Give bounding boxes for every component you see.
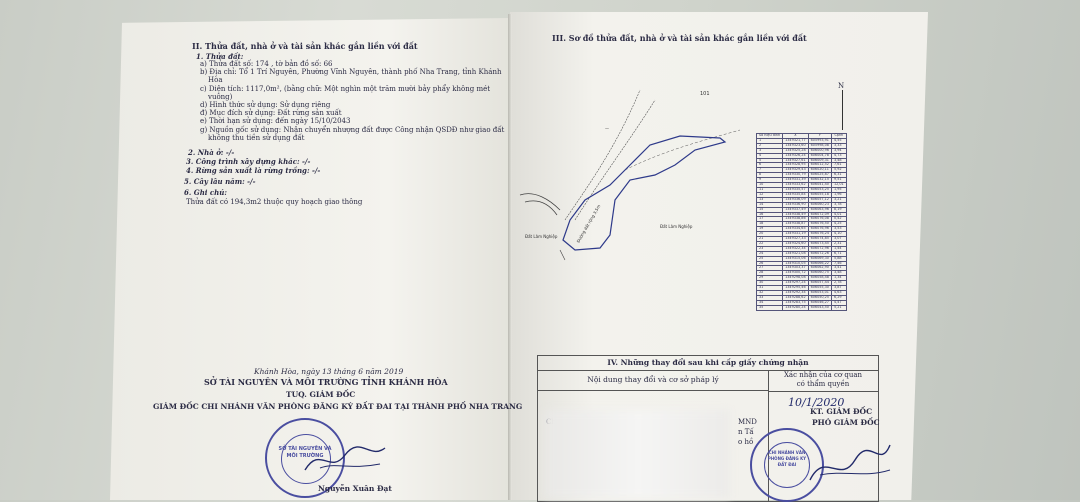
coordinate-cell: 4,01 [831, 212, 846, 217]
coordinate-cell: 606004,78 [808, 153, 831, 158]
coordinate-header-cell: Y [808, 134, 831, 139]
coordinate-header-cell: Cạnh [831, 134, 846, 139]
coordinate-cell: 7 [757, 168, 783, 173]
construction-line: 3. Công trình xây dựng khác: -/- [186, 157, 311, 166]
road-label: Đường đất rộng 3,5m [575, 203, 602, 244]
coordinate-cell: 3,33 [831, 143, 846, 148]
coordinate-cell: 606041,40 [808, 183, 831, 188]
coordinate-cell: 29 [757, 276, 783, 281]
signature-right [805, 440, 895, 490]
origin-cont: không thu tiền sử dụng đất [208, 134, 305, 142]
signature-left [300, 440, 390, 480]
land-label-1: Đất Lâm Nghiệp [525, 234, 558, 239]
coordinate-cell: 9 [757, 178, 783, 183]
tuq-title: TUQ. GIÁM ĐỐC [286, 390, 356, 399]
coordinate-cell: 4 [757, 153, 783, 158]
coordinate-cell: 1,44 [831, 246, 846, 251]
issue-date: Khánh Hòa, ngày 13 tháng 6 năm 2019 [254, 367, 404, 376]
coordinate-cell: 1349288,62 [783, 295, 809, 300]
coordinate-table [756, 133, 847, 311]
coordinate-cell: 1349333,62 [783, 183, 809, 188]
address-cont: Hòa [208, 76, 223, 84]
coordinate-cell: 1349338,87 [783, 222, 809, 227]
department-name: SỞ TÀI NGUYÊN VÀ MÔI TRƯỜNG TỈNH KHÁNH HÒA [204, 377, 448, 387]
coordinate-cell: 15 [757, 207, 783, 212]
coordinate-cell: 10 [757, 183, 783, 188]
coordinate-cell: 1349331,19 [783, 232, 809, 237]
coordinate-cell: 6 [757, 163, 783, 168]
coordinate-cell: 606057,12 [808, 197, 831, 202]
plot-number-line: a) Thửa đất số: 174 , tờ bản đồ số: 66 [200, 60, 333, 68]
coordinate-cell: 7,61 [831, 163, 846, 168]
coordinate-cell: 6,29 [831, 295, 846, 300]
coordinate-cell: 1349303,37 [783, 266, 809, 271]
coordinate-cell: 1349295,46 [783, 286, 809, 291]
coordinate-cell: 1349335,57 [783, 187, 809, 192]
area-cont: vuông) [208, 93, 233, 101]
coordinate-cell: 1349336,90 [783, 202, 809, 207]
coordinate-cell: 606055,18 [808, 192, 831, 197]
coordinate-cell: 606076,96 [808, 227, 831, 232]
coordinate-cell: 606057,44 [808, 281, 831, 286]
coordinate-cell: 12 [757, 192, 783, 197]
address-line: b) Địa chỉ: Tổ 1 Trí Nguyên, Phường Vĩnh Nguyên, thành phố Nha Trang, tỉnh Khánh [200, 68, 502, 76]
seal2-text: CHI NHÁNH VĂN PHÒNG ĐĂNG KÝ ĐẤT ĐAI [767, 450, 807, 467]
coordinate-header-cell: Số hiệu đỉnh [757, 134, 783, 139]
coordinate-cell: 3,87 [831, 286, 846, 291]
coordinate-cell: 3,07 [831, 237, 846, 242]
coordinate-cell: 606012,52 [808, 163, 831, 168]
coordinate-cell: 1349329,43 [783, 168, 809, 173]
coordinate-cell: 1,96 [831, 192, 846, 197]
coordinate-cell: 1349298,08 [783, 276, 809, 281]
coordinate-cell: 606043,50 [808, 305, 831, 310]
coordinate-cell: 606076,08 [808, 217, 831, 222]
coordinate-cell: 606073,45 [808, 241, 831, 246]
changes-col-content: Nội dung thay đổi và cơ sở pháp lý [538, 370, 769, 391]
coordinate-cell: 606058,48 [808, 276, 831, 281]
coordinate-cell: 1349323,60 [783, 143, 809, 148]
use-term: e) Thời hạn sử dụng: đến ngày 15/10/2043 [200, 117, 351, 125]
coordinate-cell: 3,53 [831, 227, 846, 232]
notes-text: Thửa đất có 194,3m2 thuộc quy hoạch giao thông [186, 198, 363, 206]
coordinate-cell: 606066,22 [808, 261, 831, 266]
coordinate-cell: 5,88 [831, 256, 846, 261]
coordinate-cell: 606032,15 [808, 178, 831, 183]
use-form: d) Hình thức sử dụng: Sử dụng riêng [200, 101, 331, 109]
coordinate-cell: 31 [757, 286, 783, 291]
changes-fragment-4: o hồ [738, 438, 754, 446]
coordinate-cell: 30 [757, 281, 783, 286]
origin-line: g) Nguồn gốc sử dụng: Nhận chuyển nhượng đất được Công nhận QSDĐ như giao đất [200, 126, 505, 134]
north-label: N [838, 82, 845, 90]
coordinate-cell: 1349300,72 [783, 271, 809, 276]
coordinate-cell: 1349327,33 [783, 237, 809, 242]
coordinate-cell: 3,41 [831, 266, 846, 271]
coordinate-cell: 606072,96 [808, 246, 831, 251]
coordinate-cell: 606020,11 [808, 168, 831, 173]
area-line: c) Diện tích: 1117,0m², (bằng chữ: Một nghìn một trăm mười bảy phẩy không mét [200, 85, 491, 93]
coordinate-cell: 606000,96 [808, 148, 831, 153]
changes-fragment-3: n Tấ [738, 428, 754, 436]
coordinate-cell: 12,01 [831, 183, 846, 188]
coordinate-cell: 3,48 [831, 271, 846, 276]
coordinate-cell: 32 [757, 291, 783, 296]
coordinate-cell: 1349326,24 [783, 153, 809, 158]
plot-number-label: 101 [700, 91, 710, 97]
signer-name: Nguyễn Xuân Đạt [318, 484, 392, 493]
coordinate-cell: 606062,90 [808, 266, 831, 271]
coordinate-cell: 606063,96 [808, 207, 831, 212]
land-label-2: Đất Lâm Nghiệp [660, 224, 693, 229]
coordinate-cell: 34 [757, 300, 783, 305]
coordinate-header-cell: X [783, 134, 809, 139]
coordinate-cell: 606046,27 [808, 300, 831, 305]
coordinate-cell: 1349283,75 [783, 300, 809, 305]
section-ii-title: II. Thửa đất, nhà ở và tài sản khác gắn liền với đất [192, 41, 418, 51]
coordinate-cell: 22 [757, 241, 783, 246]
coordinate-cell: 606060,23 [808, 202, 831, 207]
coordinate-cell: 17 [757, 217, 783, 222]
coordinate-cell: 27 [757, 266, 783, 271]
coordinate-cell: 33 [757, 295, 783, 300]
coordinate-cell: 25 [757, 256, 783, 261]
plot-boundary [563, 136, 725, 250]
coordinate-cell: 606072,09 [808, 212, 831, 217]
coordinate-cell: 4,63 [831, 291, 846, 296]
north-arrow-icon [842, 90, 843, 130]
coordinate-cell: 24 [757, 251, 783, 256]
coordinate-cell: 4,10 [831, 232, 846, 237]
coordinate-cell: 1349337,49 [783, 207, 809, 212]
coordinate-cell: 2 [757, 143, 783, 148]
svg-text:—: — [605, 126, 609, 131]
coordinate-cell: 11 [757, 187, 783, 192]
coordinate-cell: 1349330,79 [783, 173, 809, 178]
coordinate-cell: 606053,01 [808, 291, 831, 296]
coordinate-cell: 4,55 [831, 138, 846, 143]
coordinate-cell: 4,47 [831, 300, 846, 305]
coordinate-cell: 13 [757, 197, 783, 202]
coordinate-cell: 3,48 [831, 158, 846, 163]
coordinate-cell: 5 [757, 158, 783, 163]
changes-col-confirm-line2: có thẩm quyền [796, 380, 850, 388]
coordinate-cell: 6,71 [831, 251, 846, 256]
changes-fragment-2: MND [738, 418, 757, 426]
coordinate-cell: 606074,85 [808, 237, 831, 242]
coordinate-cell: 606069,30 [808, 256, 831, 261]
changes-title: IV. Những thay đổi sau khi cấp giấy chứng nhận [538, 356, 878, 371]
changes-col-confirm-line1: Xác nhận của cơ quan [783, 371, 863, 379]
coordinate-cell: 1349321,77 [783, 138, 809, 143]
coordinate-cell: 5,92 [831, 168, 846, 173]
road-curve [565, 90, 640, 220]
table-row [757, 305, 847, 310]
coordinate-cell: 1349336,09 [783, 197, 809, 202]
coordinate-cell: 1349322,34 [783, 246, 809, 251]
confirm-title-1: KT. GIÁM ĐỐC [810, 407, 873, 416]
coordinate-cell: 1349338,86 [783, 217, 809, 222]
coordinate-cell: 1349315,06 [783, 256, 809, 261]
coordinate-cell: 1349297,24 [783, 281, 809, 286]
coordinate-cell: 1 [757, 138, 783, 143]
coordinate-cell: 1349292,34 [783, 291, 809, 296]
coordinate-cell: 16 [757, 212, 783, 217]
coordinate-cell: 1349321,08 [783, 251, 809, 256]
coordinate-cell: 19 [757, 227, 783, 232]
notes-heading: 6. Ghi chú: [184, 188, 227, 197]
coordinate-cell: 26 [757, 261, 783, 266]
coordinate-cell: 1349325,28 [783, 148, 809, 153]
coordinate-cell: 7,46 [831, 261, 846, 266]
coordinate-cell: 606009,31 [808, 158, 831, 163]
coordinate-cell: 1349324,60 [783, 241, 809, 246]
forest-line: 4. Rừng sản xuất là rừng trồng: -/- [186, 166, 321, 175]
coordinate-cell: 1349338,49 [783, 212, 809, 217]
coordinate-cell: 606055,30 [808, 286, 831, 291]
coordinate-cell: 4,25 [831, 222, 846, 227]
coordinate-cell: 20 [757, 232, 783, 237]
house-line: 2. Nhà ở: -/- [188, 148, 235, 157]
coordinate-cell: 2,31 [831, 241, 846, 246]
coordinate-cell: 605998,08 [808, 143, 831, 148]
perennial-line: 5. Cây lâu năm: -/- [184, 177, 256, 186]
coordinate-cell: 2,78 [831, 281, 846, 286]
coordinate-cell: 606076,24 [808, 232, 831, 237]
confirm-date: 10/1/2020 [788, 396, 845, 409]
coordinate-cell: 1,95 [831, 187, 846, 192]
coordinate-cell: 14 [757, 202, 783, 207]
coordinate-cell: 606072,26 [808, 251, 831, 256]
coordinate-cell: 23 [757, 246, 783, 251]
use-purpose: đ) Mục đích sử dụng: Đất rừng sản xuất [200, 109, 342, 117]
coordinate-cell: 606053,25 [808, 187, 831, 192]
redacted-area [545, 410, 730, 498]
coordinate-cell: 3,21 [831, 197, 846, 202]
coordinate-cell: 1349334,65 [783, 227, 809, 232]
coordinate-cell: 3,94 [831, 148, 846, 153]
coordinate-cell: 35 [757, 305, 783, 310]
land-plot-diagram [515, 70, 755, 270]
coordinate-cell: 9,51 [831, 178, 846, 183]
section-iii-title: III. Sơ đồ thửa đất, nhà ở và tài sản khác gắn liền với đất [552, 33, 807, 43]
coordinate-cell: 28 [757, 271, 783, 276]
coordinate-cell: 3 [757, 148, 783, 153]
coordinate-cell: 6,31 [831, 173, 846, 178]
seal-text: SỞ TÀI NGUYÊN VÀ MÔI TRƯỜNG [278, 446, 332, 459]
coordinate-cell: 8,19 [831, 207, 846, 212]
land-heading: 1. Thửa đất: [196, 52, 244, 61]
coordinate-cell: 5,21 [831, 305, 846, 310]
coordinate-cell: 3,78 [831, 202, 846, 207]
coordinate-cell: 606050,25 [808, 295, 831, 300]
coordinate-cell: 1349327,61 [783, 158, 809, 163]
coordinate-cell: 1349280,24 [783, 305, 809, 310]
book-spine [508, 14, 512, 500]
coordinate-cell: 1349310,05 [783, 261, 809, 266]
coordinate-cell: 0,42 [831, 217, 846, 222]
coordinate-cell: 1349328,95 [783, 163, 809, 168]
confirm-title-2: PHÓ GIÁM ĐỐC [812, 418, 880, 427]
coordinate-cell: 1349335,84 [783, 192, 809, 197]
coordinate-cell: 18 [757, 222, 783, 227]
coordinate-cell: 606060,75 [808, 271, 831, 276]
coordinate-cell: 1,34 [831, 276, 846, 281]
coordinate-cell: 21 [757, 237, 783, 242]
coordinate-cell: 606025,87 [808, 173, 831, 178]
branch-title: GIÁM ĐỐC CHI NHÁNH VĂN PHÒNG ĐĂNG KÝ ĐẤT ĐAI TẠI THÀNH PHỐ NHA TRANG [153, 402, 523, 411]
coordinate-cell: 4,73 [831, 153, 846, 158]
coordinate-cell: 8 [757, 173, 783, 178]
coordinate-cell: 606076,50 [808, 222, 831, 227]
coordinate-cell: 1349331,39 [783, 178, 809, 183]
changes-col-confirm [768, 370, 878, 392]
coordinate-cell: 605993,91 [808, 138, 831, 143]
